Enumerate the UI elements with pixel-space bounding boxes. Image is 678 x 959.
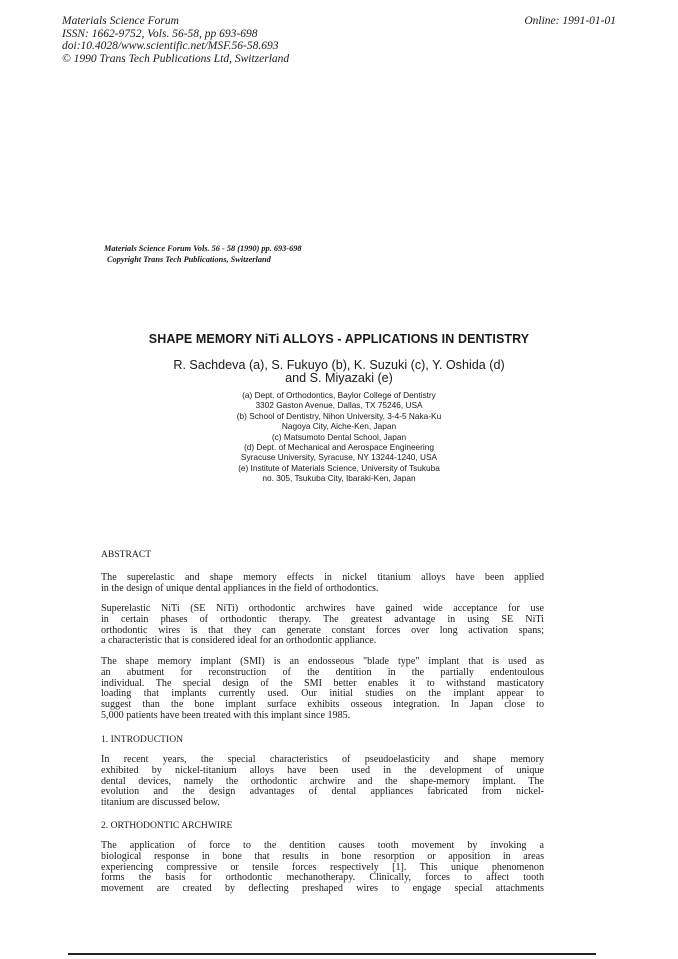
text-line: experiencing compressive or tensile forces respectively [1]. This unique phenomenon — [101, 861, 544, 873]
text-line: The application of force to the dentition causes tooth movement by invoking a — [101, 840, 544, 851]
abstract-paragraph — [101, 573, 544, 595]
text-line: evolution and the design advantages of dental appliances fabricated from nickel- — [101, 786, 544, 798]
section-heading-introduction: 1. INTRODUCTION — [101, 734, 184, 745]
author-line: R. Sachdeva (a), S. Fukuyo (b), K. Suzuki (c), Y. Oshida (d) — [173, 358, 505, 372]
text-line: a characteristic that is considered ideal for an orthodontic appliance. — [101, 635, 377, 647]
text-line: an abutment for reconstruction of the dentition in the partially endentoulous — [101, 666, 544, 678]
original-citation — [104, 244, 302, 265]
affiliation-line: (b) School of Dentistry, Nihon University, 3-4-5 Naka-Ku — [236, 410, 442, 421]
text-line: titanium are discussed below. — [101, 797, 220, 808]
author-list — [0, 359, 678, 385]
abstract-heading: ABSTRACT — [101, 549, 152, 560]
copyright-line: © 1990 Trans Tech Publications Ltd, Switzerland — [62, 52, 290, 65]
text-line: orthodontic wires is that they can generate constant forces over long activation spans; — [101, 624, 544, 636]
paper-title: SHAPE MEMORY NiTi ALLOYS - APPLICATIONS IN DENTISTRY — [148, 332, 530, 346]
affiliation-line: (c) Matsumoto Dental School, Japan — [271, 431, 407, 442]
archwire-paragraph — [101, 841, 544, 895]
text-line: in the design of unique dental appliances in the field of orthodontics. — [101, 582, 379, 594]
affiliation-list — [0, 390, 678, 484]
text-line: 5,000 patients have been treated with this implant since 1985. — [101, 709, 351, 721]
affiliation-line: (d) Dept. of Mechanical and Aerospace Engineering — [243, 442, 435, 453]
abstract-paragraph — [101, 604, 544, 647]
text-line: loading that implants currently used. Our initial studies on the implant appear to — [101, 688, 544, 700]
text-line: dental devices, namely the orthodontic archwire and the shape-memory implant. The — [101, 775, 544, 787]
citation-copyright: Copyright Trans Tech Publications, Switzerland — [107, 254, 271, 264]
section-heading-orthodontic-archwire: 2. ORTHODONTIC ARCHWIRE — [101, 820, 233, 831]
abstract-paragraph — [101, 657, 544, 722]
affiliation-line: no. 305, Tsukuba City, Ibaraki-Ken, Japan — [262, 473, 416, 484]
text-line: individual. The special design of the SMI better enables it to withstand masticatory — [101, 677, 544, 689]
text-line: biological response in bone that results in bone resorption or apposition in areas — [101, 850, 544, 862]
affiliation-line: (a) Dept. of Orthodontics, Baylor College of Dentistry — [242, 390, 436, 400]
affiliation-line: 3302 Gaston Avenue, Dallas, TX 75246, USA — [255, 400, 423, 411]
doi-line: doi:10.4028/www.scientific.net/MSF.56-58.693 — [62, 40, 279, 53]
text-line: movement are created by deflecting preshaped wires to engage special attachments — [101, 883, 544, 894]
text-line: Superelastic NiTi (SE NiTi) orthodontic archwires have gained wide acceptance for use — [101, 603, 544, 614]
journal-name: Materials Science Forum — [62, 15, 179, 27]
page-bottom-rule — [68, 953, 596, 955]
text-line: in certain phases of orthodontic therapy. The greatest advantage in using SE NiTi — [101, 613, 544, 625]
affiliation-line: Syracuse University, Syracuse, NY 13244-1240, USA — [240, 452, 438, 463]
publication-metadata — [62, 15, 289, 65]
text-line: exhibited by nickel-titanium alloys have been used in the development of unique — [101, 764, 544, 776]
author-line: and S. Miyazaki (e) — [285, 371, 393, 385]
text-line: The shape memory implant (SMI) is an endosseous "blade type" implant that is used as — [101, 656, 544, 667]
text-line: forms the basis for orthodontic mechanotherapy. Clinically, forces to affect tooth — [101, 872, 544, 884]
affiliation-line: Nagoya City, Aiche-Ken, Japan — [281, 421, 397, 432]
affiliation-line: (e) Institute of Materials Science, University of Tsukuba — [238, 462, 440, 473]
online-date: Online: 1991-01-01 — [524, 15, 616, 27]
introduction-paragraph — [101, 755, 544, 809]
text-line: The superelastic and shape memory effects in nickel titanium alloys have been applied — [101, 572, 544, 583]
issn-line: ISSN: 1662-9752, Vols. 56-58, pp 693-698 — [62, 27, 258, 40]
citation-volume: Materials Science Forum Vols. 56 - 58 (1990) pp. 693-698 — [104, 244, 302, 253]
text-line: suggest than the bone implant surface exhibits osseous integration. In Japan close to — [101, 699, 544, 710]
text-line: In recent years, the special characteristics of pseudoelasticity and shape memory — [101, 754, 544, 765]
